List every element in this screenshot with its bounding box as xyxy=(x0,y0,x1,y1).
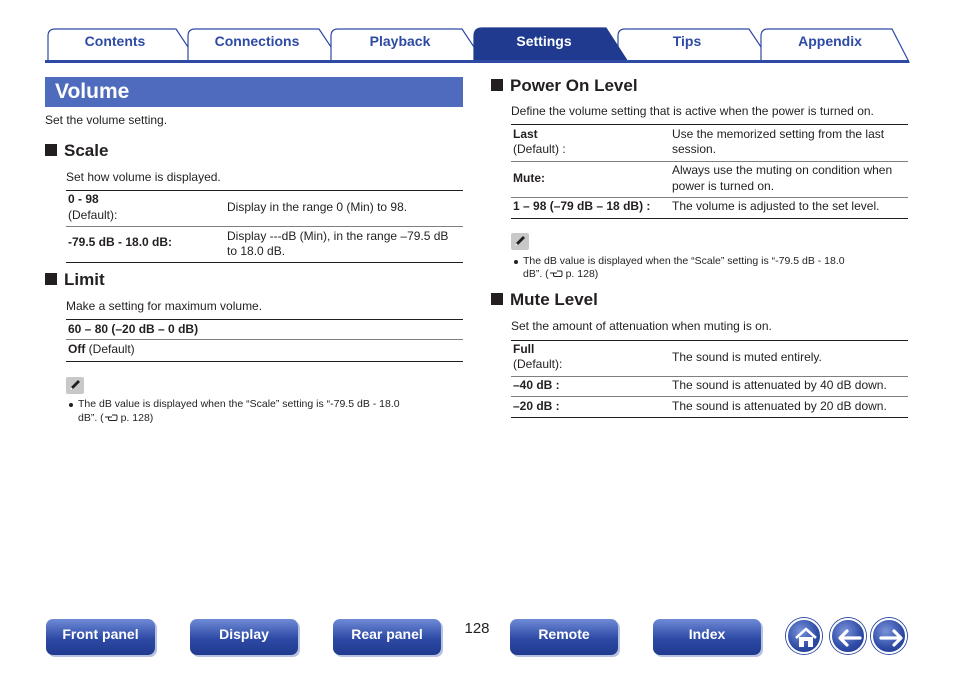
table-rule xyxy=(511,218,908,219)
power-option-value: power is turned on. xyxy=(672,179,775,193)
limit-range: 60 – 80 (–20 dB – 0 dB) xyxy=(68,322,199,336)
table-rule xyxy=(66,262,463,263)
table-rule xyxy=(511,340,908,341)
display-button[interactable]: Display xyxy=(190,619,298,655)
mute-option-value: The sound is attenuated by 20 dB down. xyxy=(672,399,887,413)
mute-level-heading: Mute Level xyxy=(491,290,598,310)
note-text: The dB value is displayed when the “Scale” setting is “-79.5 dB - 18.0 xyxy=(523,255,845,267)
power-option-key: 1 – 98 (–79 dB – 18 dB) : xyxy=(513,199,651,213)
tab-settings[interactable]: Settings xyxy=(516,33,572,49)
forward-button[interactable] xyxy=(871,618,907,654)
tab-contents[interactable]: Contents xyxy=(84,33,146,49)
square-bullet-icon xyxy=(491,293,503,305)
tab-appendix[interactable]: Appendix xyxy=(798,33,862,49)
mute-level-description: Set the amount of attenuation when muting is on. xyxy=(511,319,772,333)
power-option-value: session. xyxy=(672,142,717,156)
note-text: The dB value is displayed when the “Scale” setting is “-79.5 dB - 18.0 xyxy=(78,398,400,410)
back-button[interactable] xyxy=(830,618,866,654)
mute-option-default: (Default): xyxy=(513,357,563,371)
limit-off: Off (Default) xyxy=(68,342,135,356)
remote-button[interactable]: Remote xyxy=(510,619,618,655)
power-on-level-heading: Power On Level xyxy=(491,76,638,96)
table-rule xyxy=(511,161,908,162)
tab-tips[interactable]: Tips xyxy=(672,33,702,49)
section-intro: Set the volume setting. xyxy=(45,113,168,127)
power-option-value: The volume is adjusted to the set level. xyxy=(672,199,880,213)
mute-option-value: The sound is muted entirely. xyxy=(672,350,822,364)
rear-panel-button[interactable]: Rear panel xyxy=(333,619,441,655)
table-rule xyxy=(66,339,463,340)
forward-arrow-icon xyxy=(873,620,909,656)
mute-option-key: –40 dB : xyxy=(513,378,560,392)
power-option-value: Use the memorized setting from the last xyxy=(672,127,885,141)
front-panel-button[interactable]: Front panel xyxy=(46,619,155,655)
pencil-note-icon xyxy=(66,377,84,394)
square-bullet-icon xyxy=(45,144,57,156)
scale-option-key: -79.5 dB - 18.0 dB: xyxy=(68,235,173,249)
note-text: dB”. ( p. 128) xyxy=(78,412,154,424)
table-rule xyxy=(511,376,908,377)
scale-option-value: to 18.0 dB. xyxy=(227,244,286,258)
page-number: 128 xyxy=(464,620,490,637)
note-text: dB”. ( p. 128) xyxy=(523,268,599,280)
pointing-hand-icon xyxy=(549,269,563,278)
table-rule xyxy=(66,226,463,227)
back-arrow-icon xyxy=(832,620,868,656)
table-rule xyxy=(511,124,908,125)
table-rule xyxy=(511,396,908,397)
limit-description: Make a setting for maximum volume. xyxy=(66,299,263,313)
power-option-default: (Default) : xyxy=(513,142,566,156)
table-rule xyxy=(66,319,463,320)
square-bullet-icon xyxy=(491,79,503,91)
bullet-dot xyxy=(514,260,518,264)
home-button[interactable] xyxy=(786,618,822,654)
home-icon xyxy=(788,620,824,656)
table-rule xyxy=(66,190,463,191)
scale-option-key: 0 - 98 xyxy=(68,192,99,206)
scale-option-default: (Default): xyxy=(68,208,118,222)
scale-option-value: Display in the range 0 (Min) to 98. xyxy=(227,200,408,214)
index-button[interactable]: Index xyxy=(653,619,761,655)
bullet-dot xyxy=(69,403,73,407)
mute-option-value: The sound is attenuated by 40 dB down. xyxy=(672,378,887,392)
section-title-bar xyxy=(45,77,463,107)
table-rule xyxy=(511,417,908,418)
power-on-level-description: Define the volume setting that is active when the power is turned on. xyxy=(511,104,874,118)
pointing-hand-icon xyxy=(104,413,118,422)
table-rule xyxy=(511,197,908,198)
limit-heading: Limit xyxy=(45,270,105,290)
power-option-key: Mute: xyxy=(513,171,545,185)
table-rule xyxy=(66,361,463,362)
scale-option-value: Display ---dB (Min), in the range –79.5 dB xyxy=(227,229,449,243)
mute-option-key: Full xyxy=(513,342,535,356)
mute-option-key: –20 dB : xyxy=(513,399,560,413)
power-option-value: Always use the muting on condition when xyxy=(672,163,893,177)
pencil-note-icon xyxy=(511,233,529,250)
power-option-key: Last xyxy=(513,127,538,141)
tab-playback[interactable]: Playback xyxy=(369,33,431,49)
chapter-tabs xyxy=(0,0,954,66)
scale-description: Set how volume is displayed. xyxy=(66,170,221,184)
page-title: Volume xyxy=(55,80,130,103)
square-bullet-icon xyxy=(45,273,57,285)
scale-heading: Scale xyxy=(45,141,108,161)
tab-connections[interactable]: Connections xyxy=(214,33,300,49)
